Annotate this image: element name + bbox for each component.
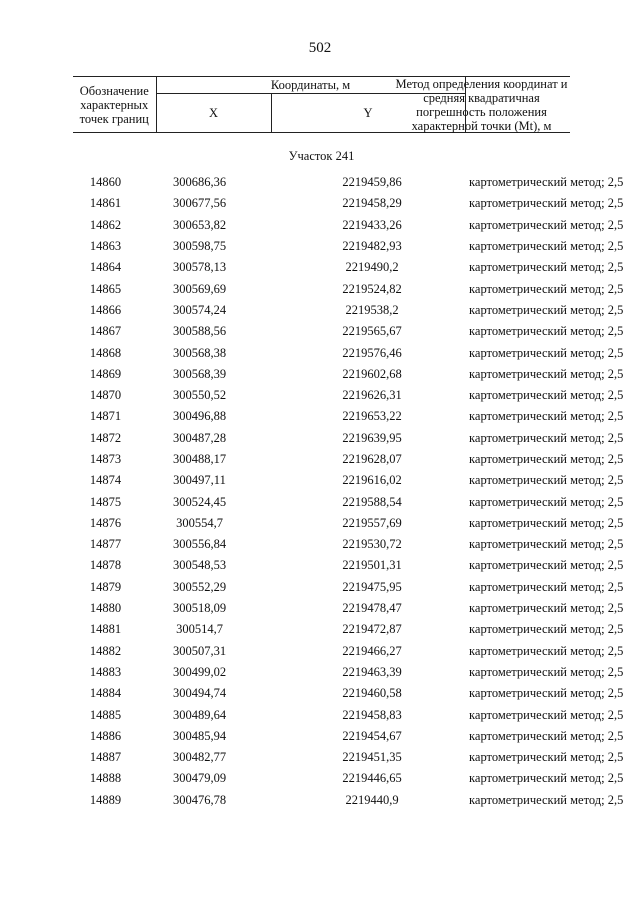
table-row <box>73 704 570 725</box>
method-cell: картометрический метод; 2,5 <box>469 345 624 360</box>
point-number: 14885 <box>89 707 122 722</box>
point-number: 14883 <box>89 664 122 679</box>
method-cell: картометрический метод; 2,5 <box>469 558 624 573</box>
coord-y: 2219565,67 <box>342 324 402 339</box>
point-number: 14881 <box>89 622 122 637</box>
point-number: 14878 <box>89 558 122 573</box>
point-number: 14880 <box>89 601 122 616</box>
section-title: Участок 241 <box>288 148 355 163</box>
header-designation: Обозначение характерных точек границ <box>73 77 156 133</box>
coord-x: 300507,31 <box>172 643 227 658</box>
coord-x: 300487,28 <box>172 430 227 445</box>
method-cell: картометрический метод; 2,5 <box>469 643 624 658</box>
point-number: 14863 <box>89 239 122 254</box>
table-row <box>73 172 570 193</box>
point-number: 14869 <box>89 366 122 381</box>
point-number: 14872 <box>89 430 122 445</box>
coord-y: 2219524,82 <box>342 281 402 296</box>
coord-x: 300552,29 <box>172 579 227 594</box>
table-row <box>73 193 570 214</box>
method-cell: картометрический метод; 2,5 <box>469 728 624 743</box>
coord-y: 2219616,02 <box>342 473 402 488</box>
table-row <box>73 278 570 299</box>
coord-x: 300496,88 <box>172 409 227 424</box>
method-cell: картометрический метод; 2,5 <box>469 175 624 190</box>
header-x: X <box>156 94 271 133</box>
point-number: 14871 <box>89 409 122 424</box>
method-cell: картометрический метод; 2,5 <box>469 750 624 765</box>
point-number: 14879 <box>89 579 122 594</box>
coord-y: 2219433,26 <box>342 217 402 232</box>
coord-x: 300482,77 <box>172 750 227 765</box>
table-row <box>73 598 570 619</box>
coord-y: 2219501,31 <box>342 558 402 573</box>
coord-x: 300524,45 <box>172 494 227 509</box>
header-y: Y <box>271 94 465 133</box>
coord-y: 2219530,72 <box>342 537 402 552</box>
table-row <box>73 747 570 768</box>
method-cell: картометрический метод; 2,5 <box>469 452 624 466</box>
method-cell: картометрический метод; 2,5 <box>469 601 624 616</box>
point-number: 14884 <box>89 686 122 701</box>
method-cell: картометрический метод; 2,5 <box>469 281 624 296</box>
method-cell: картометрический метод; 2,5 <box>469 707 624 722</box>
coord-x: 300554,7 <box>176 515 223 530</box>
coord-x: 300476,78 <box>172 792 227 807</box>
table-row <box>73 513 570 534</box>
coord-y: 2219459,86 <box>342 175 402 190</box>
method-cell: картометрический метод; 2,5 <box>469 239 624 254</box>
table-row <box>73 236 570 257</box>
coord-x: 300598,75 <box>172 239 227 254</box>
page-number: 502 <box>308 40 332 56</box>
coord-y: 2219588,54 <box>342 494 402 509</box>
table-row <box>73 555 570 576</box>
table-row <box>73 406 570 427</box>
coord-x: 300518,09 <box>172 601 227 616</box>
coord-y: 2219475,95 <box>342 579 402 594</box>
coord-x: 300499,02 <box>172 664 227 679</box>
coord-y: 2219557,69 <box>342 515 402 530</box>
coord-x: 300568,39 <box>172 366 227 381</box>
header-method: Метод определения координат и средняя квадратичная погрешность положения характерной точки (Mt), м <box>395 77 568 133</box>
coord-x: 300653,82 <box>172 217 227 232</box>
table-row <box>73 683 570 704</box>
coord-y: 2219472,87 <box>342 622 402 637</box>
coord-y: 2219482,93 <box>342 239 402 254</box>
coord-y: 2219454,67 <box>342 728 402 743</box>
method-cell: картометрический метод; 2,5 <box>469 515 624 530</box>
coord-y: 2219466,27 <box>342 643 402 658</box>
method-cell: картометрический метод; 2,5 <box>469 430 624 445</box>
coord-y: 2219602,68 <box>342 366 402 381</box>
table-row <box>73 534 570 555</box>
coord-y: 2219628,07 <box>342 452 402 466</box>
method-cell: картометрический метод; 2,5 <box>469 622 624 637</box>
method-cell: картометрический метод; 2,5 <box>469 217 624 232</box>
point-number: 14888 <box>89 771 122 786</box>
point-number: 14874 <box>89 473 122 488</box>
point-number: 14889 <box>89 792 122 807</box>
coord-x: 300686,36 <box>172 175 227 190</box>
point-number: 14868 <box>89 345 122 360</box>
coord-x: 300550,52 <box>172 388 227 403</box>
method-cell: картометрический метод; 2,5 <box>469 579 624 594</box>
table-row <box>73 385 570 406</box>
method-cell: картометрический метод; 2,5 <box>469 260 624 275</box>
table-row <box>73 790 570 811</box>
coord-x: 300574,24 <box>172 302 227 317</box>
table-row <box>73 342 570 363</box>
table-row <box>73 449 570 470</box>
coord-x: 300488,17 <box>172 452 227 466</box>
coord-y: 2219576,46 <box>342 345 402 360</box>
table-row <box>73 619 570 640</box>
table-row <box>73 641 570 662</box>
method-cell: картометрический метод; 2,5 <box>469 537 624 552</box>
coord-x: 300548,53 <box>172 558 227 573</box>
method-cell: картометрический метод; 2,5 <box>469 302 624 317</box>
coord-y: 2219458,29 <box>342 196 402 211</box>
table-row <box>73 321 570 342</box>
coordinates-table <box>73 76 624 811</box>
coord-x: 300497,11 <box>173 473 226 488</box>
table-row <box>73 257 570 278</box>
point-number: 14862 <box>89 217 122 232</box>
table-row <box>73 364 570 385</box>
coord-y: 2219460,58 <box>342 686 402 701</box>
coord-y: 2219440,9 <box>345 792 399 807</box>
coord-y: 2219653,22 <box>342 409 402 424</box>
coord-y: 2219478,47 <box>342 601 402 616</box>
method-cell: картометрический метод; 2,5 <box>469 388 624 403</box>
coord-y: 2219458,83 <box>342 707 402 722</box>
point-number: 14866 <box>89 302 122 317</box>
table-row <box>73 662 570 683</box>
point-number: 14875 <box>89 494 122 509</box>
method-cell: картометрический метод; 2,5 <box>469 771 624 786</box>
method-cell: картометрический метод; 2,5 <box>469 409 624 424</box>
point-number: 14887 <box>89 750 122 765</box>
point-number: 14882 <box>89 643 122 658</box>
coord-x: 300479,09 <box>172 771 227 786</box>
coord-x: 300569,69 <box>172 281 227 296</box>
point-number: 14873 <box>89 452 122 466</box>
coord-y: 2219451,35 <box>342 750 402 765</box>
table-row <box>73 491 570 512</box>
point-number: 14865 <box>89 281 122 296</box>
point-number: 14876 <box>89 515 122 530</box>
coord-x: 300514,7 <box>176 622 223 637</box>
point-number: 14864 <box>89 260 122 275</box>
coord-x: 300556,84 <box>172 537 227 552</box>
table-row <box>73 726 570 747</box>
method-cell: картометрический метод; 2,5 <box>469 324 624 339</box>
coord-x: 300489,64 <box>172 707 227 722</box>
coord-x: 300485,94 <box>172 728 227 743</box>
method-cell: картометрический метод; 2,5 <box>469 686 624 701</box>
point-number: 14867 <box>89 324 122 339</box>
table-row <box>73 428 570 449</box>
coord-y: 2219490,2 <box>345 260 399 275</box>
coord-x: 300568,38 <box>172 345 227 360</box>
point-number: 14877 <box>89 537 122 552</box>
method-cell: картометрический метод; 2,5 <box>469 664 624 679</box>
table-row <box>73 470 570 491</box>
coord-x: 300578,13 <box>172 260 227 275</box>
method-cell: картометрический метод; 2,5 <box>469 792 624 807</box>
point-number: 14861 <box>89 196 122 211</box>
coord-y: 2219639,95 <box>342 430 402 445</box>
coord-y: 2219446,65 <box>342 771 402 786</box>
method-cell: картометрический метод; 2,5 <box>469 196 624 211</box>
method-cell: картометрический метод; 2,5 <box>469 473 624 488</box>
table-row <box>73 300 570 321</box>
point-number: 14870 <box>89 388 122 403</box>
coord-x: 300494,74 <box>172 686 227 701</box>
header-coordinates: Координаты, м <box>156 77 465 94</box>
table-row <box>73 768 570 789</box>
coord-y: 2219463,39 <box>342 664 402 679</box>
coord-y: 2219538,2 <box>345 302 399 317</box>
method-cell: картометрический метод; 2,5 <box>469 494 624 509</box>
table-row <box>73 215 570 236</box>
table-row <box>73 577 570 598</box>
table-body <box>73 172 624 811</box>
coord-y: 2219626,31 <box>342 388 402 403</box>
method-cell: картометрический метод; 2,5 <box>469 366 624 381</box>
coord-x: 300677,56 <box>172 196 227 211</box>
point-number: 14886 <box>89 728 122 743</box>
point-number: 14860 <box>89 175 122 190</box>
coord-x: 300588,56 <box>172 324 227 339</box>
